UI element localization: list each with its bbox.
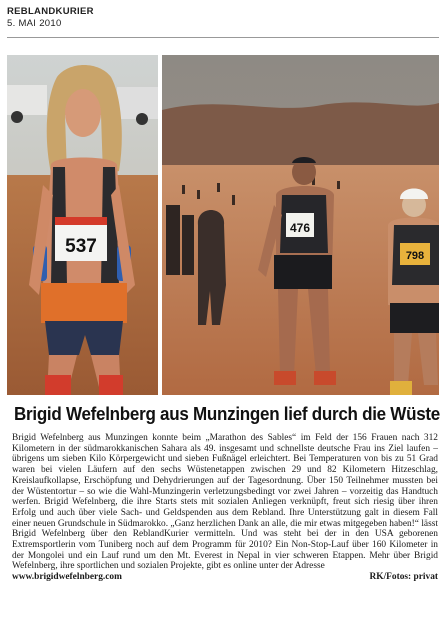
header-rule — [7, 37, 439, 38]
article-text: Brigid Wefelnberg aus Munzingen konnte beim „Marathon des Sables“ im Feld der 156 Frauen nach 312 Kilometern in der südmarokkanischen Sahara als 49. insgesamt und schnellste deutsche Frau ins Ziel laufen – übrigens um sieben Kilo Körpergewicht und sieben Fußnägel erleichtert. Bei Temperaturen von bis zu 51 Grad waren bei vielen Läufern auf den sechs Wüstenetappen zwischen 29 und 82 Kilometern Hitzeschlag, Kreislaufkollapse, Erschöpfung und Dehydrierungen auf der Tagesordnung. Über 150 Teilnehmer mussten bei der Wüstentortur – so wie die Wahl-Munzingerin verletzungsbedingt vor zwei Jahren – vorzeitig das Handtuch werfen. Brigid Wefelnberg, die ihre Starts stets mit sozialen Anliegen verknüpft, freut sich riesig über ihren Erfolg und auch über viele Sach- und Geldspenden aus dem Rebland. Ihre Unterstützung galt in diesem Fall einer neuen Grundschule in Südmarokko. „Ganz herzlichen Dank an alle, die mir etwas mitgegeben haben!“ lässt Brigid Wefelnberg über den ReblandKurier vermitteln. Und was steht bei der in den USA geborenen Extremsportlerin vom Tuniberg noch auf dem Programm für 2010? Ein Non-Stop-Lauf über 160 Kilometer in der Mongolei und ein Lauf rund um den Mt. Everest in Nepal in vier schweren Etappen. Mehr über Brigid Wefelnberg, ihre sportlichen und sozialen Projekte, gibt es online unter der Adresse — [12, 433, 438, 572]
article-body — [12, 433, 438, 613]
bib-number-798: 798 — [405, 250, 425, 262]
bib-number-537: 537 — [65, 236, 97, 257]
photo-runner-portrait — [7, 55, 158, 395]
issue-date: 5. MAI 2010 — [7, 18, 62, 29]
publication-name: REBLANDKURIER — [7, 6, 94, 17]
masthead — [7, 6, 439, 30]
article-footer — [12, 572, 438, 583]
photo-desert-runners — [162, 55, 439, 395]
photo-credit: RK/Fotos: privat — [369, 572, 438, 583]
article-headline: Brigid Wefelnberg aus Munzingen lief durch die Wüste — [14, 403, 441, 424]
bib-number-476: 476 — [289, 221, 311, 235]
website-link[interactable]: www.brigidwefelnberg.com — [12, 572, 122, 583]
